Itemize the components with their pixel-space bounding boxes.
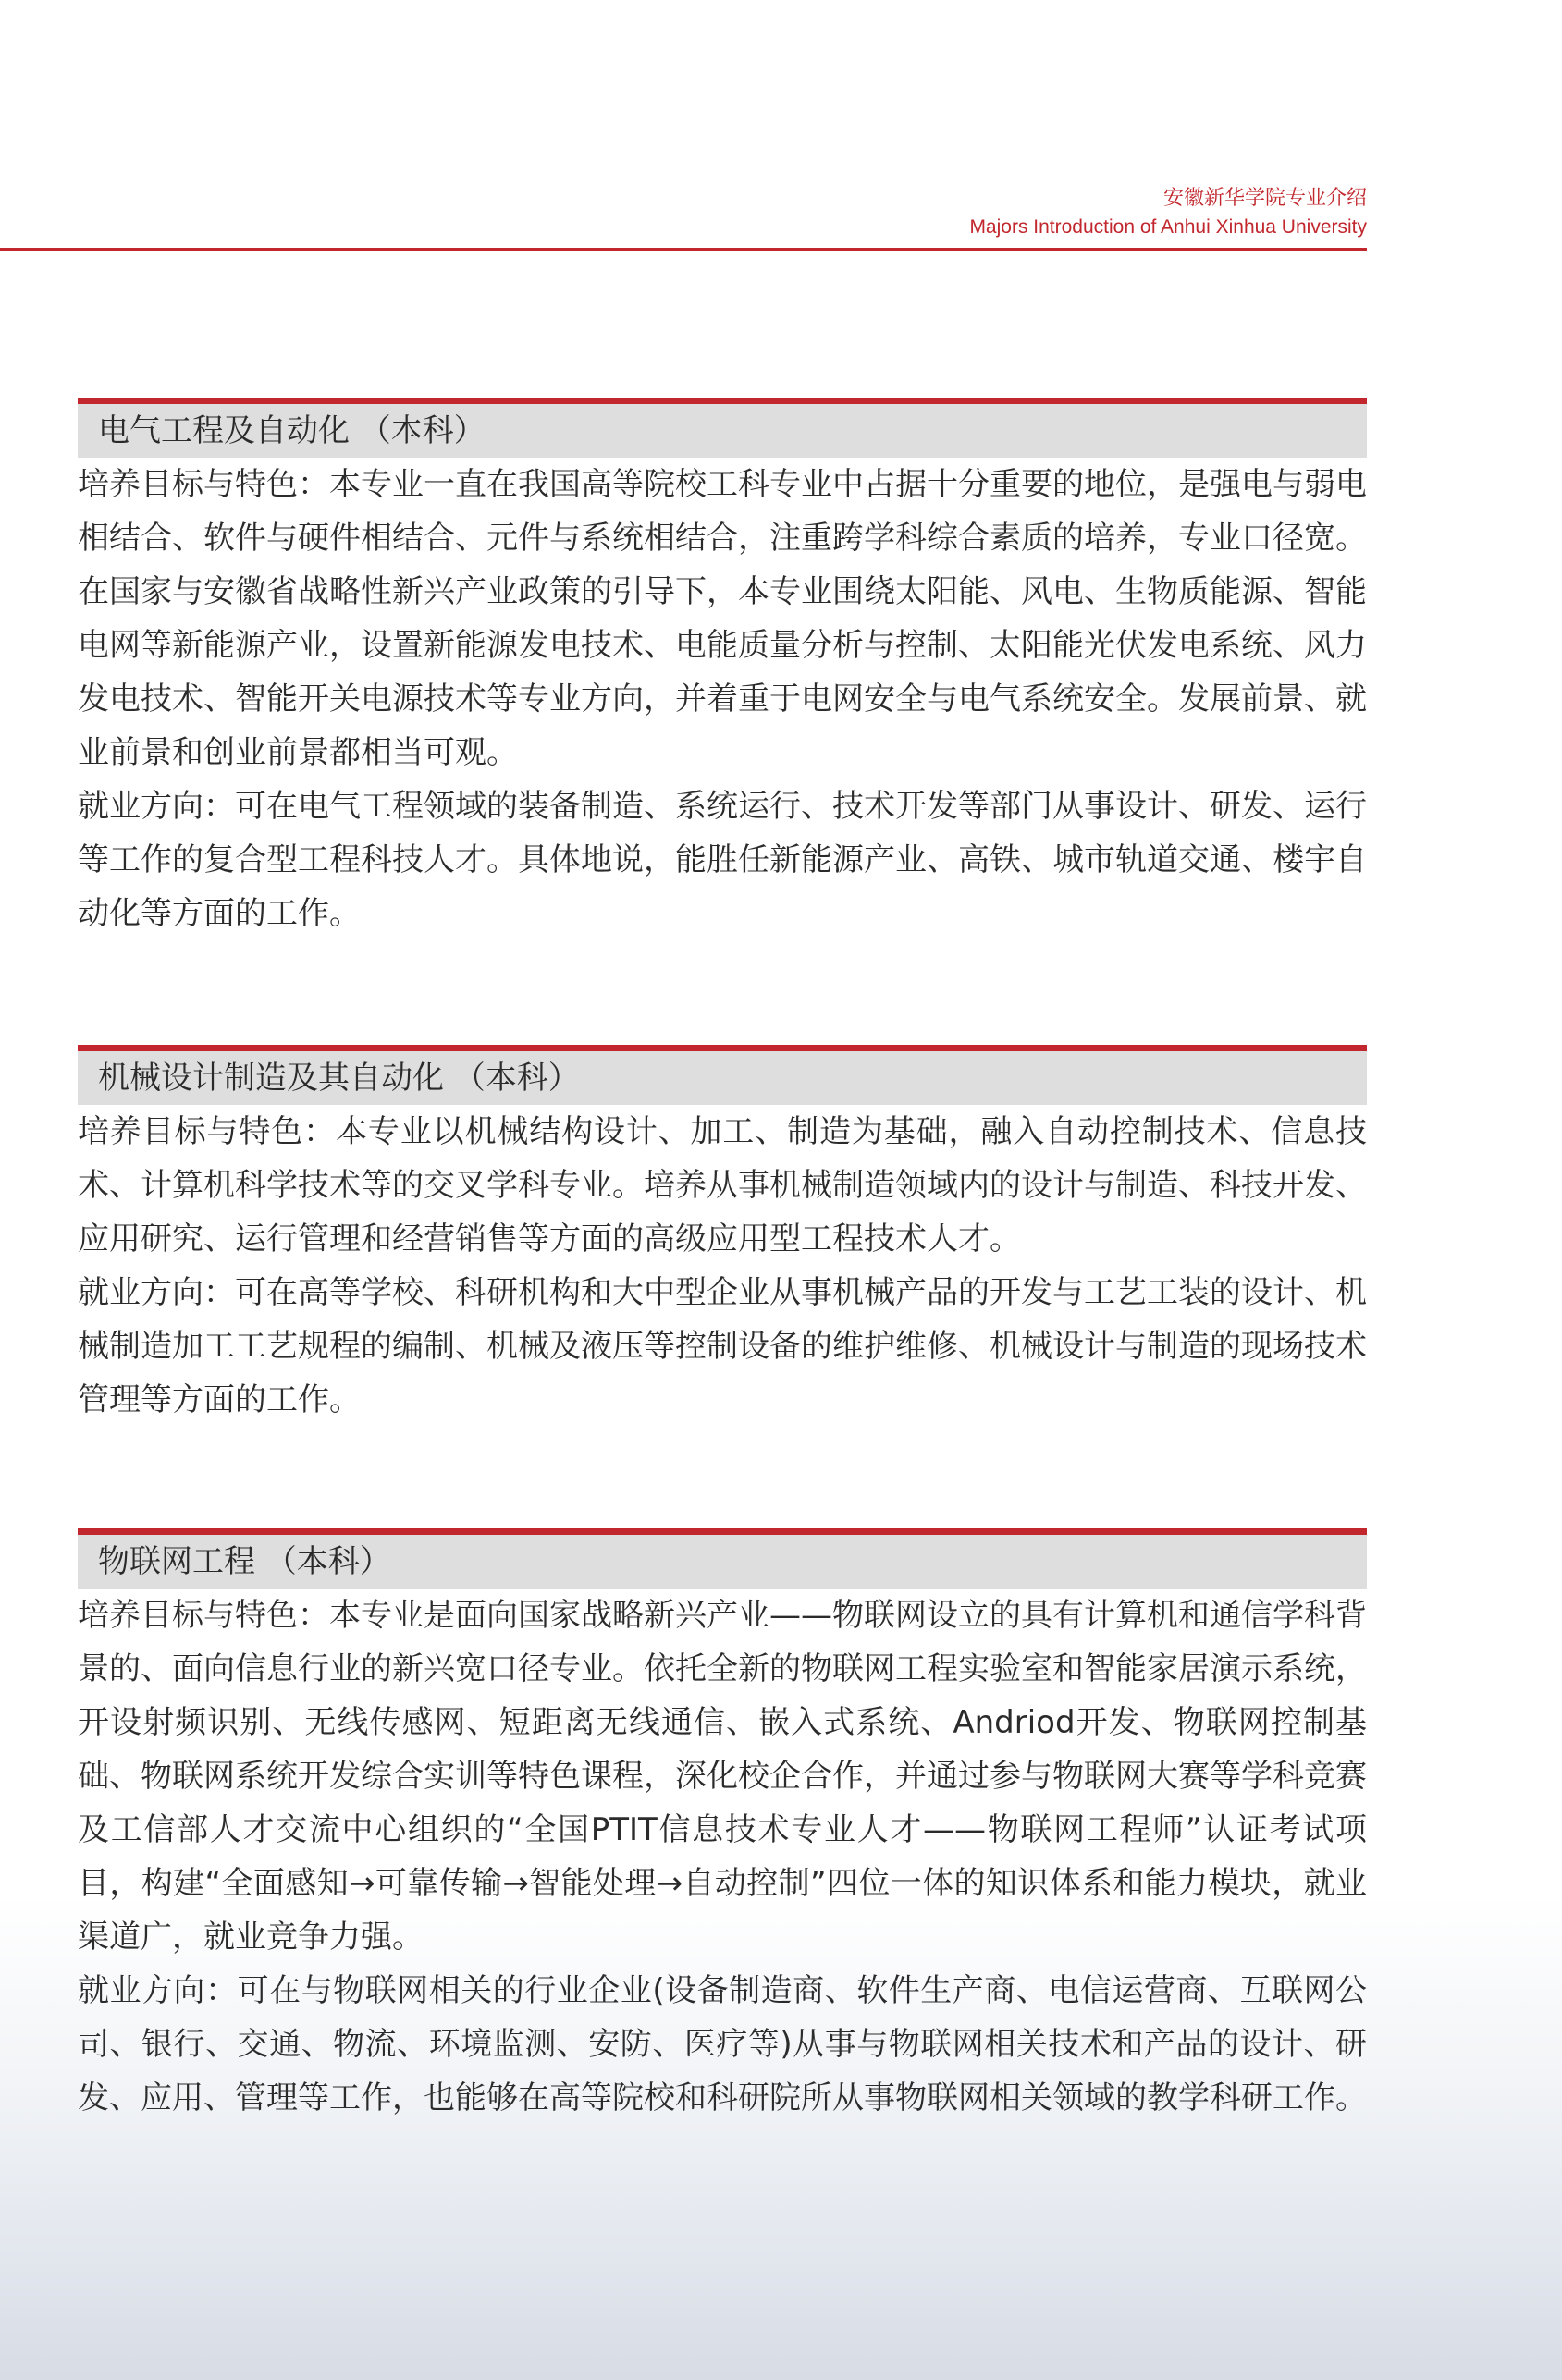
section-title: 电气工程及自动化 （本科） [98,412,486,449]
page-header [0,185,1367,251]
header-title-en: Majors Introduction of Anhui Xinhua University [969,216,1367,238]
section-title: 机械设计制造及其自动化 （本科） [98,1060,580,1097]
section-heading-bar [78,398,1367,458]
section-mechanical-design [78,1045,1367,1427]
section-employment-paragraph: 就业方向：可在高等学校、科研机构和大中型企业从事机械产品的开发与工艺工装的设计、机械制造加工工艺规程的编制、机械及液压等控制设备的维护维修、机械设计与制造的现场技术管理等方面的工作。 [78,1274,1367,1418]
section-heading-bar [78,1528,1367,1589]
section-iot-engineering [78,1528,1367,2125]
section-goals-paragraph: 培养目标与特色：本专业以机械结构设计、加工、制造为基础，融入自动控制技术、信息技术、计算机科学技术等的交叉学科专业。培养从事机械制造领域内的设计与制造、科技开发、应用研究、运行管理和经营销售等方面的高级应用型工程技术人才。 [78,1113,1367,1257]
section-goals-paragraph: 培养目标与特色：本专业一直在我国高等院校工科专业中占据十分重要的地位，是强电与弱电相结合、软件与硬件相结合、元件与系统相结合，注重跨学科综合素质的培养，专业口径宽。在国家与安徽省战略性新兴产业政策的引导下，本专业围绕太阳能、风电、生物质能源、智能电网等新能源产业，设置新能源发电技术、电能质量分析与控制、太阳能光伏发电系统、风力发电技术、智能开关电源技术等专业方向，并着重于电网安全与电气系统安全。发展前景、就业前景和创业前景都相当可观。 [78,466,1367,771]
section-employment-paragraph: 就业方向：可在与物联网相关的行业企业(设备制造商、软件生产商、电信运营商、互联网公司、银行、交通、物流、环境监测、安防、医疗等)从事与物联网相关技术和产品的设计、研发、应用、管理等工作，也能够在高等院校和科研院所从事物联网相关领域的教学科研工作。 [78,1972,1367,2116]
header-divider [0,248,1367,251]
section-title: 物联网工程 （本科） [98,1543,391,1580]
section-goals-paragraph: 培养目标与特色：本专业是面向国家战略新兴产业——物联网设立的具有计算机和通信学科背景的、面向信息行业的新兴宽口径专业。依托全新的物联网工程实验室和智能家居演示系统，开设射频识别、无线传感网、短距离无线通信、嵌入式系统、Andriod开发、物联网控制基础、物联网系统开发综合实训等特色课程，深化校企合作，并通过参与物联网大赛等学科竞赛及工信部人才交流中心组织的“全国PTIT信息技术专业人才——物联网工程师”认证考试项目，构建“全面感知→可靠传输→智能处理→自动控制”四位一体的知识体系和能力模块，就业渠道广，就业竞争力强。 [78,1597,1367,1956]
section-heading-bar [78,1045,1367,1105]
header-title-cn: 安徽新华学院专业介绍 [1162,187,1367,210]
section-electrical-engineering [78,398,1367,940]
section-employment-paragraph: 就业方向：可在电气工程领域的装备制造、系统运行、技术开发等部门从事设计、研发、运行等工作的复合型工程科技人才。具体地说，能胜任新能源产业、高铁、城市轨道交通、楼宇自动化等方面的工作。 [78,788,1367,932]
